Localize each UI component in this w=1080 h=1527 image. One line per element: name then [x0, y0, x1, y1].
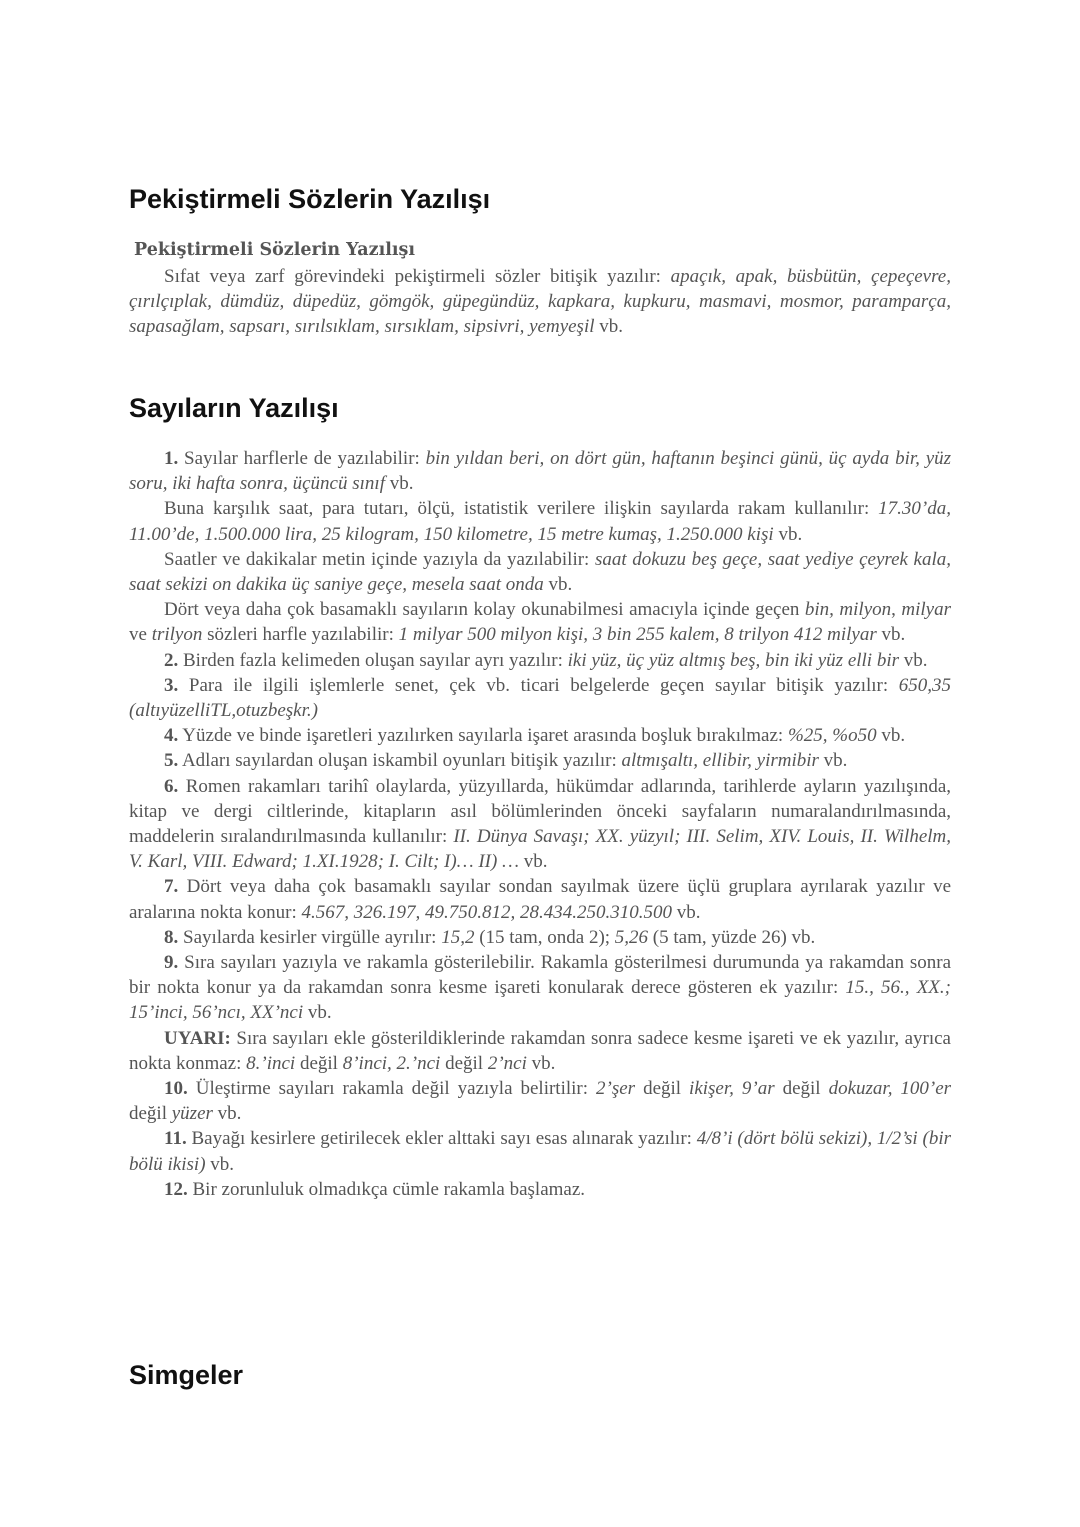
rule-10: 10. Üleştirme sayıları rakamla değil yazıyla belirtilir: 2’şer değil ikişer, 9’ar değil dokuzar, 100’er değil yüzer vb. [129, 1078, 952, 1125]
pekistirmeli-body [129, 264, 951, 340]
section-title-pekistirmeli: Pekiştirmeli Sözlerin Yazılışı [129, 184, 491, 214]
rule-1-b: Buna karşılık saat, para tutarı, ölçü, istatistik verilere ilişkin sayılarda rakam kullanılır: 17.30’da, 11.00’de, 1.500.000 lira, 25 kilogram, 150 kilometre, 15 metre kumaş, 1.250.000 kişi vb. [129, 498, 951, 545]
rule-4: 4. Yüzde ve binde işaretleri yazılırken sayılarla işaret arasında boşluk bırakılmaz: %25, %o50 vb. [164, 725, 906, 747]
rule-9: 9. Sıra sayıları yazıyla ve rakamla gösterilebilir. Rakamla gösterilmesi durumunda ya rakamdan sonra bir nokta konur ya da rakamdan sonra kesme işareti konularak derece gösteren ek yazılır: 15., 56., XX.; 15’inci, 56’ncı, XX’nci vb. [129, 952, 952, 1024]
section-title-sayilar: Sayıların Yazılışı [129, 393, 339, 423]
rule-12: 12. Bir zorunluluk olmadıkça cümle rakamla başlamaz. [164, 1178, 586, 1200]
rule-6: 6. Romen rakamları tarihî olaylarda, yüzyıllarda, hükümdar adlarında, tarihlerde ayların yazılışında, kitap ve dergi ciltlerinde, kitapların asıl bölümlerinden önceki sayfaların numaralandırılmasında, maddelerin sıralandırılmasında kullanılır: II. Dünya Savaşı; XX. yüzyıl; III. Selim, XIV. Louis, II. Wilhelm, V. Karl, VIII. Edward; 1.XI.1928; I. Cilt; I)… II) … vb. [129, 775, 952, 873]
rule-11: 11. Bayağı kesirlere getirilecek ekler alttaki sayı esas alınarak yazılır: 4/8’i (dört bölü sekizi), 1/2’si (bir bölü ikisi) vb. [129, 1128, 951, 1175]
sayilar-body [129, 446, 951, 1202]
subheading-pekistirmeli: Pekiştirmeli Sözlerin Yazılışı [134, 240, 416, 260]
section-title-simgeler: Simgeler [129, 1360, 244, 1390]
rule-3: 3. Para ile ilgili işlemlerle senet, çek vb. ticari belgelerde geçen sayılar bitişik yazılır: 650,35 (altıyüzelliTL,otuzbeşkr.) [129, 674, 952, 722]
rule-5: 5. Adları sayılardan oluşan iskambil oyunları bitişik yazılır: altmışaltı, ellibir, yirmibir vb. [164, 750, 848, 772]
uyari-note: UYARI: Sıra sayıları ekle gösterildiklerinde rakamdan sonra sadece kesme işareti ve ek yazılır, ayrıca nokta konmaz: 8.’inci değil 8’inci, 2.’nci değil 2’nci vb. [129, 1027, 951, 1074]
rule-1-d: Dört veya daha çok basamaklı sayıların kolay okunabilmesi amacıyla içinde geçen bin, milyon, milyar ve trilyon sözleri harfle yazılabilir: 1 milyar 500 milyon kişi, 3 bin 255 kalem, 8 trilyon 412 milyar vb. [129, 599, 952, 646]
rule-1: 1. Sayılar harflerle de yazılabilir: bin yıldan beri, on dört gün, haftanın beşinci günü, üç ayda bir, yüz soru, iki hafta sonra, üçüncü sınıf vb. [129, 448, 952, 495]
rule-1-c: Saatler ve dakikalar metin içinde yazıyla da yazılabilir: saat dokuzu beş geçe, saat yediye çeyrek kala, saat sekizi on dakika üç saniye geçe, mesela saat onda vb. [129, 548, 952, 596]
rule-2: 2. Birden fazla kelimeden oluşan sayılar ayrı yazılır: iki yüz, üç yüz altmış beş, bin iki yüz elli bir vb. [164, 649, 928, 671]
rule-8: 8. Sayılarda kesirler virgülle ayrılır: 15,2 (15 tam, onda 2); 5,26 (5 tam, yüzde 26) vb. [164, 926, 816, 948]
paragraph: Sıfat veya zarf görevindeki pekiştirmeli sözler bitişik yazılır: apaçık, apak, büsbütün, çepeçevre, çırılçıplak, dümdüz, düpedüz, gömgök, güpegündüz, kapkara, kupkuru, masmavi, mosmor, paramparça, sapasağlam, sapsarı, sırılsıklam, sırsıklam, sipsivri, yemyeşil vb. [129, 266, 951, 338]
rule-7: 7. Dört veya daha çok basamaklı sayılar sondan sayılmak üzere üçlü gruplara ayrılarak yazılır ve aralarına nokta konur: 4.567, 326.197, 49.750.812, 28.434.250.310.500 vb. [129, 876, 952, 923]
